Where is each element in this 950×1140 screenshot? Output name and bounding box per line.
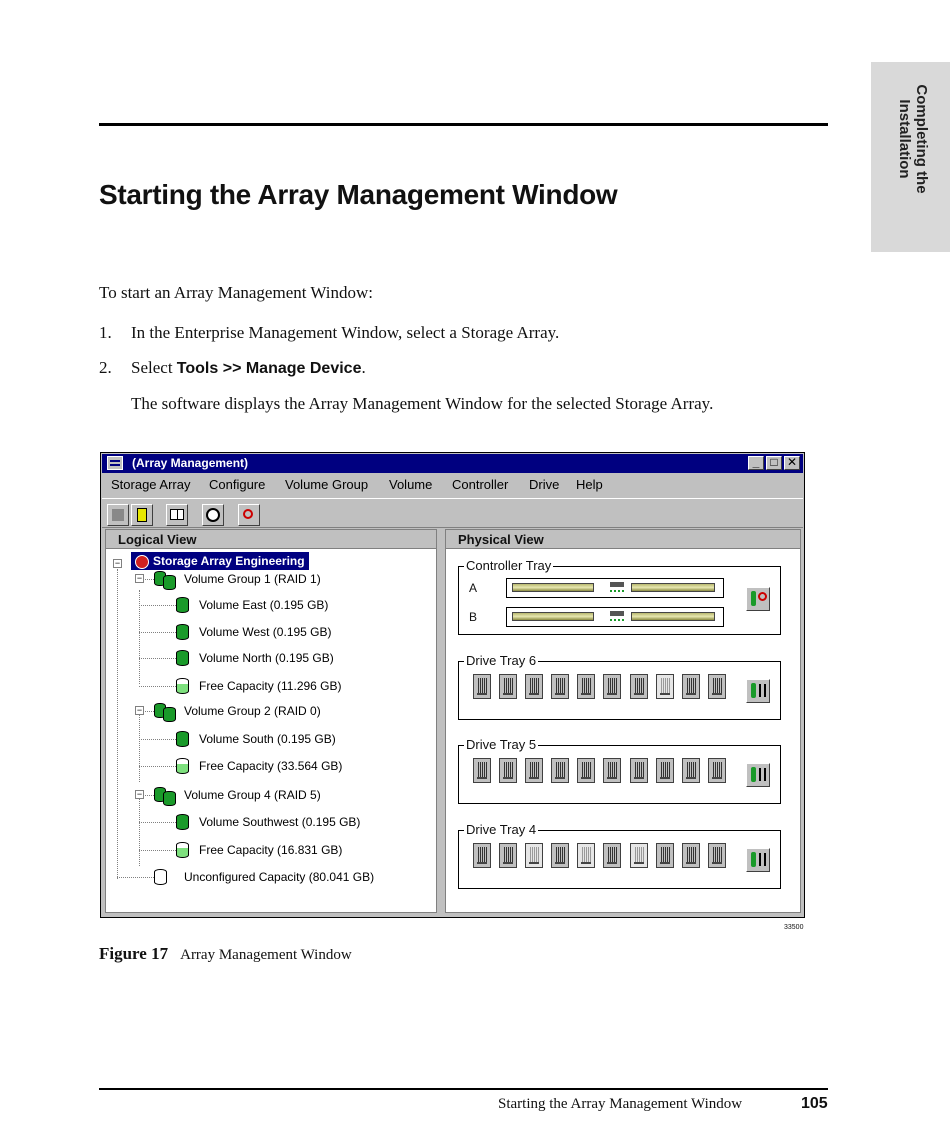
drive-icon[interactable] (603, 843, 621, 868)
tree-node-volume[interactable]: Volume South (0.195 GB) (199, 732, 336, 746)
menu-command: Tools >> Manage Device (176, 360, 362, 377)
menu-label: Storage Array (111, 477, 191, 492)
tree-line (145, 795, 154, 796)
drive-icon[interactable] (499, 674, 517, 699)
volume-icon (176, 731, 189, 747)
controller-a[interactable] (506, 578, 724, 598)
footer-title: Starting the Array Management Window (498, 1096, 743, 1112)
step-2-text (131, 358, 366, 378)
logical-view-pane (105, 529, 437, 913)
tray-status-icon[interactable] (746, 848, 770, 872)
drive-icon[interactable] (473, 843, 491, 868)
controller-rail (631, 612, 715, 621)
toolbar (102, 498, 803, 528)
tree-line (139, 799, 140, 866)
volume-icon (176, 597, 189, 613)
step-1-number: 1. (99, 323, 112, 342)
app-icon (107, 456, 123, 470)
tree-node-group[interactable]: Volume Group 4 (RAID 5) (184, 788, 321, 802)
drive-tray[interactable] (458, 737, 781, 804)
figure-label: Figure 17 (99, 944, 169, 963)
drive-tray-label: Drive Tray 5 (466, 737, 537, 752)
figure-title: Array Management Window (180, 947, 352, 963)
tree-line (139, 715, 140, 782)
controller-status-icon[interactable] (746, 587, 770, 611)
volume-group-icon (154, 787, 178, 803)
drive-icon[interactable] (603, 674, 621, 699)
free-capacity-icon (176, 842, 189, 858)
tree-node-group[interactable]: Volume Group 1 (RAID 1) (184, 572, 321, 586)
toolbar-book-icon[interactable] (166, 504, 188, 526)
window-titlebar (102, 454, 803, 473)
controller-tray-label: Controller Tray (466, 558, 552, 573)
drive-tray-label: Drive Tray 4 (466, 822, 537, 837)
tree-node-free[interactable]: Free Capacity (33.564 GB) (199, 759, 343, 773)
controller-rail (631, 583, 715, 592)
tree-node-volume[interactable]: Volume East (0.195 GB) (199, 598, 329, 612)
menu-help[interactable]: Help (576, 477, 603, 492)
tree-line (139, 632, 176, 633)
expand-volume-group[interactable]: − (136, 573, 143, 583)
menu-configure[interactable]: Configure (209, 477, 266, 492)
page-number: 105 (801, 1095, 828, 1112)
tree-node-volume[interactable]: Volume North (0.195 GB) (199, 651, 334, 665)
toolbar-disabled-icon[interactable] (107, 504, 129, 526)
top-rule (99, 123, 828, 126)
drive-icon[interactable] (630, 758, 648, 783)
drive-tray-label: Drive Tray 6 (466, 653, 537, 668)
expand-storage-array[interactable]: − (114, 558, 121, 568)
drive-icon[interactable] (551, 674, 569, 699)
tree-node-unconfigured[interactable]: Unconfigured Capacity (80.041 GB) (184, 870, 375, 884)
menu-bar (102, 474, 803, 496)
tree-node-free[interactable]: Free Capacity (16.831 GB) (199, 843, 343, 857)
tree-root-storage-array[interactable] (131, 552, 309, 570)
tree-line (139, 739, 176, 740)
drive-icon[interactable] (551, 843, 569, 868)
drive-icon[interactable] (656, 674, 674, 699)
side-tab-label: Completing the Installation (896, 84, 930, 194)
volume-icon (176, 814, 189, 830)
drive-icon[interactable] (473, 758, 491, 783)
close-button[interactable]: ✕ (784, 456, 800, 470)
tree-node-volume[interactable]: Volume West (0.195 GB) (199, 625, 332, 639)
drive-icon[interactable] (525, 674, 543, 699)
controller-led (610, 611, 624, 616)
volume-group-icon (154, 703, 178, 719)
drive-icon[interactable] (708, 758, 726, 783)
drive-icon[interactable] (551, 758, 569, 783)
tree-line (139, 605, 176, 606)
controller-led (610, 619, 624, 621)
menu-volume[interactable]: Volume (389, 477, 433, 492)
drive-icon[interactable] (682, 758, 700, 783)
controller-b[interactable] (506, 607, 724, 627)
tray-status-icon[interactable] (746, 763, 770, 787)
step-1-text: In the Enterprise Management Window, select a Storage Array. (131, 323, 560, 342)
tray-status-icon[interactable] (746, 679, 770, 703)
drive-icon[interactable] (656, 758, 674, 783)
drive-icon[interactable] (499, 758, 517, 783)
controller-rail (512, 583, 594, 592)
drive-icon[interactable] (682, 674, 700, 699)
tree-line (139, 686, 176, 687)
toolbar-volume-icon[interactable] (131, 504, 153, 526)
drive-icon[interactable] (525, 758, 543, 783)
drive-icon[interactable] (682, 843, 700, 868)
menu-drive[interactable]: Drive (529, 477, 560, 492)
array-management-window (100, 452, 805, 918)
tree-line (117, 569, 118, 879)
physical-view-pane (445, 529, 801, 913)
drive-icon[interactable] (473, 674, 491, 699)
volume-icon (176, 624, 189, 640)
step-2-prefix: Select (131, 358, 177, 377)
drive-icon[interactable] (708, 674, 726, 699)
tree-node-group[interactable]: Volume Group 2 (RAID 0) (184, 704, 321, 718)
drive-tray[interactable] (458, 822, 781, 889)
menu-volume-group[interactable]: Volume Group (285, 477, 369, 492)
controller-rail (512, 612, 594, 621)
expand-volume-group[interactable]: − (136, 705, 143, 715)
step-2-number: 2. (99, 358, 112, 377)
drive-icon[interactable] (656, 843, 674, 868)
tree-line (139, 822, 176, 823)
drive-icon[interactable] (525, 843, 543, 868)
step-2-note: The software displays the Array Management Window for the selected Storage Array. (131, 394, 714, 413)
drive-icon[interactable] (577, 843, 595, 868)
controller-a-label: A (469, 581, 478, 595)
drive-icon[interactable] (708, 843, 726, 868)
toolbar-clock-icon[interactable] (202, 504, 224, 526)
intro-paragraph: To start an Array Management Window: (99, 283, 373, 302)
drive-tray[interactable] (458, 653, 781, 720)
controller-led (610, 582, 624, 587)
tree-line (139, 850, 176, 851)
free-capacity-icon (176, 678, 189, 694)
drive-icon[interactable] (630, 674, 648, 699)
volume-icon (176, 650, 189, 666)
volume-group-icon (154, 571, 178, 587)
drive-icon[interactable] (577, 758, 595, 783)
window-title: (Array Management) (132, 456, 249, 470)
tree-line (139, 658, 176, 659)
tree-line (117, 877, 154, 878)
tree-node-volume[interactable]: Volume Southwest (0.195 GB) (199, 815, 361, 829)
logical-view-header: Logical View (106, 530, 436, 549)
menu-controller[interactable]: Controller (452, 477, 509, 492)
drive-icon[interactable] (499, 843, 517, 868)
drive-icon[interactable] (630, 843, 648, 868)
expand-volume-group[interactable]: − (136, 789, 143, 799)
section-side-tab (871, 62, 950, 252)
physical-view-header: Physical View (446, 530, 800, 549)
controller-b-label: B (469, 610, 478, 624)
figure-caption (99, 944, 352, 964)
tree-root-label: Storage Array Engineering (153, 554, 305, 568)
tree-line (145, 711, 154, 712)
step-2-suffix: . (361, 358, 366, 377)
toolbar-recovery-icon[interactable] (238, 504, 260, 526)
maximize-button[interactable]: □ (766, 456, 782, 470)
tree-line (139, 766, 176, 767)
free-capacity-icon (176, 758, 189, 774)
minimize-button[interactable]: _ (748, 456, 764, 470)
unconfigured-capacity-icon (154, 869, 167, 885)
figure-id: 33500 (784, 924, 804, 931)
controller-tray[interactable] (458, 558, 781, 635)
tree-node-free[interactable]: Free Capacity (11.296 GB) (199, 679, 342, 693)
page-heading: Starting the Array Management Window (99, 179, 618, 210)
bottom-rule (99, 1088, 828, 1090)
controller-led (610, 590, 624, 592)
tree-line (145, 579, 154, 580)
drive-icon[interactable] (577, 674, 595, 699)
storage-array-icon (135, 555, 149, 569)
drive-icon[interactable] (603, 758, 621, 783)
menu-storage-array[interactable] (111, 477, 191, 492)
